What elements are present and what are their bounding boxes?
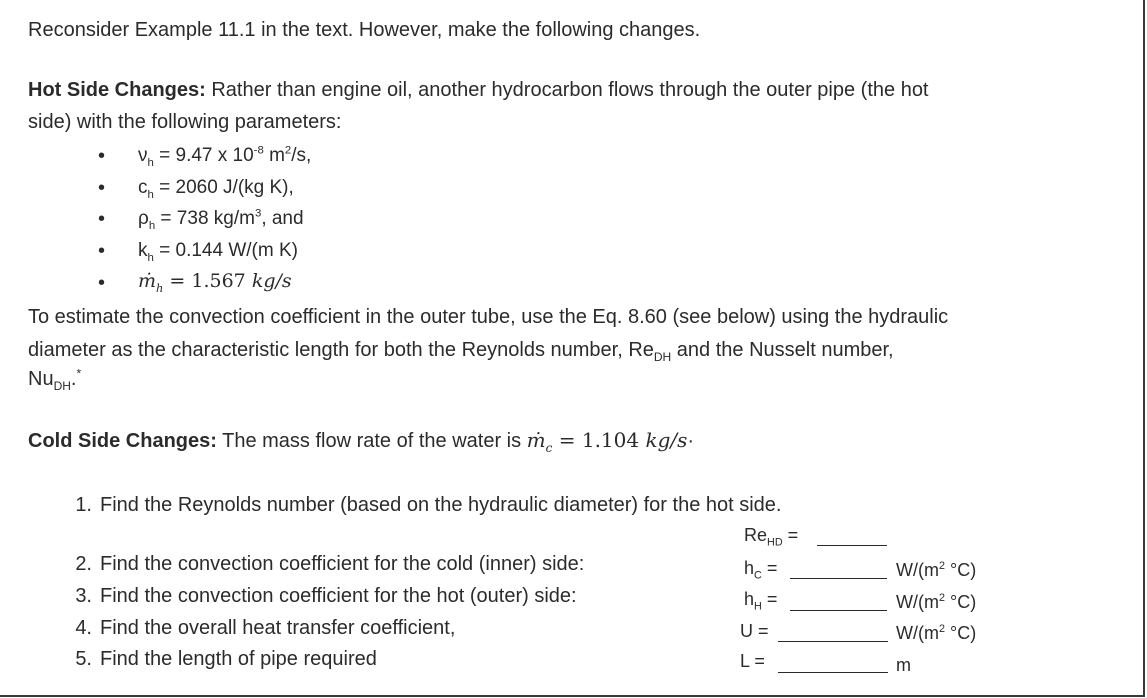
- cold-side-heading: Cold Side Changes:: [28, 430, 217, 452]
- answer-label: $h_H$ =: [744, 589, 778, 613]
- answer-label: $h_C$ =: [744, 558, 778, 582]
- answer-unit: $W/(m^2$ °C): [896, 592, 977, 612]
- param-mass-flow-hot: ṁ$_h$ = 1.567 kg/s: [138, 270, 292, 295]
- param-density: $\rho_h = 738$ $kg/m^3$, and: [138, 207, 304, 232]
- bullet-icon: [98, 145, 105, 168]
- answer-label: L =: [740, 651, 765, 671]
- asterisk-footnote-mark: *: [76, 366, 82, 381]
- cold-side-paragraph: Cold Side Changes: The mass flow rate of the water is ṁ$_c$ = 1.104 kg/s·: [28, 428, 695, 455]
- bullet-icon: [98, 208, 105, 231]
- bullet-icon: [98, 272, 105, 295]
- length-answer-blank[interactable]: [778, 672, 888, 673]
- hot-side-heading: Hot Side Changes:: [28, 79, 206, 101]
- answer-label: $Re_{HD}$ =: [744, 525, 799, 549]
- estimate-line3: $Nu_{DH}.^*$: [28, 366, 82, 393]
- param-viscosity: $\nu_h = 9.47$ x $10^{-8}$ $m^2/s$,: [138, 144, 312, 169]
- answer-unit: $W/(m^2$ °C): [896, 560, 977, 580]
- estimate-line1: To estimate the convection coefficient in the outer tube, use the Eq. 8.60 (see below) using the hydraulic: [28, 306, 949, 328]
- answer-label: U =: [740, 621, 769, 641]
- param-conductivity: $k_h = 0.144$ W/(m K): [138, 240, 298, 264]
- intro-text: Reconsider Example 11.1 in the text. However, make the following changes.: [28, 19, 701, 41]
- answer-unit: $W/(m^2$ °C): [896, 623, 977, 643]
- hc-answer-blank[interactable]: [790, 578, 887, 579]
- hh-answer-blank[interactable]: [790, 610, 887, 611]
- answer-unit: m: [896, 655, 911, 675]
- estimate-line2: diameter as the characteristic length for both the Reynolds number, $Re_{DH}$ and the Nusselt number,: [28, 339, 894, 364]
- bullet-icon: [98, 177, 105, 200]
- hot-side-text-line2: side) with the following parameters:: [28, 111, 342, 133]
- assignment-page: Reconsider Example 11.1 in the text. However, make the following changes. Hot Side Changes: Rather than engine oil, another hydrocarbon flows through the outer pipe (the hot side) with the following parameters: • $\nu_h = 9.47$ x $10^{-8}$ $m^2/s$, • $c_h = 2060$ J/(kg K), • $\rho_h = 738$ $kg/m^3$, and • $k_h = 0.144$ W/(m K) • ṁ$_h$ = 1.567 kg/s To estimate the convection coefficient in the outer tube, use the Eq. 8.60 (see below) using the hydraulic diameter as the characteristic length for both the Reynolds number, $Re_{DH}$ and the Nusselt number, $Nu_{DH}.^*$ Cold Side Changes: The mass flow rate of the water is ṁ$_c$ = 1.104 kg/s· 1. Find the Reynolds number (based on the hydraulic diameter) for the hot side. 2. Find the convection coefficient for the cold (inner) side: 3. Find the convection coefficient for the hot (outer) side: 4. Find the overall heat transfer coefficient, 5. Find the length of pipe required $Re_{HD}$ = $h_C$ = $W/(m^2$ °C) $h_H$ = $W/(m^2$ °C) U = $W/(m^2$ °C) L = m: [0, 0, 1145, 697]
- bullet-icon: [98, 240, 105, 263]
- reynolds-answer-blank[interactable]: [817, 545, 887, 546]
- hot-side-text-line1: Rather than engine oil, another hydrocarbon flows through the outer pipe (the hot: [205, 79, 929, 101]
- hot-side-paragraph: [28, 78, 929, 102]
- param-specific-heat: $c_h = 2060$ J/(kg K),: [138, 177, 294, 201]
- u-answer-blank[interactable]: [778, 641, 888, 642]
